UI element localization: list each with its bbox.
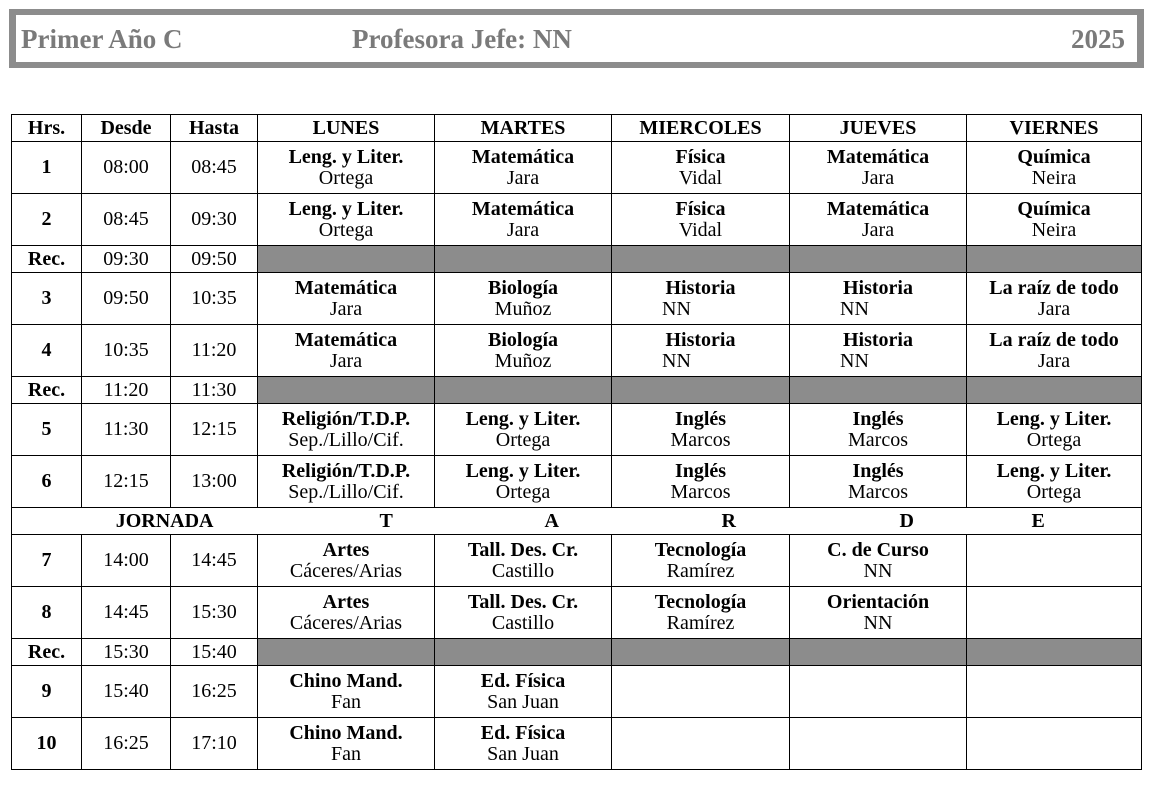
- class-row: [12, 456, 1142, 508]
- subject-name: Leng. y Liter.: [996, 407, 1112, 430]
- class-row: [12, 194, 1142, 246]
- class-cell: [967, 194, 1142, 246]
- class-cell: [790, 456, 967, 508]
- period-number: 8: [12, 587, 82, 639]
- class-cell: [790, 666, 967, 718]
- time-from: 11:30: [82, 404, 171, 456]
- col-viernes: VIERNES: [967, 115, 1142, 142]
- subject-name: Física: [675, 197, 726, 220]
- recess-row: [12, 246, 1142, 273]
- subject-name: Historia: [665, 328, 736, 351]
- period-number: 6: [12, 456, 82, 508]
- subject-name: Matemática: [294, 276, 398, 299]
- class-cell: [612, 273, 790, 325]
- class-cell: [790, 142, 967, 194]
- teacher-name: San Juan: [487, 690, 559, 713]
- time-to: 08:45: [171, 142, 258, 194]
- recess-cell: [435, 377, 612, 404]
- teacher-name: Castillo: [491, 559, 555, 582]
- subject-name: Orientación: [826, 590, 930, 613]
- subject-name: Artes: [322, 590, 370, 613]
- teacher-name: San Juan: [487, 742, 559, 765]
- subject-name: Ed. Física: [480, 669, 566, 692]
- period-number: 3: [12, 273, 82, 325]
- teacher-name: Marcos: [848, 428, 908, 451]
- class-cell: [435, 404, 612, 456]
- class-cell: [258, 666, 435, 718]
- class-cell: [612, 142, 790, 194]
- col-martes: MARTES: [435, 115, 612, 142]
- time-to: 09:50: [171, 246, 258, 273]
- teacher-name: Jara: [506, 166, 540, 189]
- subject-name: Tall. Des. Cr.: [467, 590, 579, 613]
- recess-cell: [790, 377, 967, 404]
- recess-cell: [612, 246, 790, 273]
- teacher-name: NN: [840, 297, 869, 320]
- class-cell: [967, 325, 1142, 377]
- time-to: 10:35: [171, 273, 258, 325]
- period-number: 2: [12, 194, 82, 246]
- teacher-name: NN: [863, 559, 893, 582]
- recess-cell: [790, 639, 967, 666]
- subject-name: Ed. Física: [480, 721, 566, 744]
- class-cell: [612, 535, 790, 587]
- subject-name: Tall. Des. Cr.: [467, 538, 579, 561]
- subject-name: Matemática: [471, 145, 575, 168]
- teacher-name: Jara: [329, 297, 363, 320]
- teacher-name: Jara: [1037, 297, 1071, 320]
- teacher-name: Sep./Lillo/Cif.: [288, 428, 404, 451]
- time-to: 11:30: [171, 377, 258, 404]
- time-from: 11:20: [82, 377, 171, 404]
- subject-name: Inglés: [852, 459, 904, 482]
- class-cell: [790, 587, 967, 639]
- col-hasta: Hasta: [171, 115, 258, 142]
- jornada-label: JORNADA: [12, 508, 258, 535]
- subject-name: Biología: [487, 328, 558, 351]
- time-from: 09:50: [82, 273, 171, 325]
- subject-name: Religión/T.D.P.: [281, 407, 411, 430]
- teacher-name: Castillo: [491, 611, 555, 634]
- class-cell: [967, 404, 1142, 456]
- class-cell: [612, 194, 790, 246]
- class-cell: [967, 718, 1142, 770]
- class-row: [12, 718, 1142, 770]
- time-from: 15:30: [82, 639, 171, 666]
- teacher-name: Vidal: [678, 218, 723, 241]
- time-to: 15:40: [171, 639, 258, 666]
- teacher-name: Jara: [329, 349, 363, 372]
- class-cell: [967, 535, 1142, 587]
- period-number: 9: [12, 666, 82, 718]
- class-row: [12, 587, 1142, 639]
- class-cell: [258, 404, 435, 456]
- head-teacher: Profesora Jefe: NN: [352, 24, 572, 54]
- class-cell: [435, 718, 612, 770]
- time-from: 16:25: [82, 718, 171, 770]
- period-number: 4: [12, 325, 82, 377]
- teacher-name: Jara: [861, 218, 895, 241]
- period-number: Rec.: [12, 246, 82, 273]
- teacher-name: Marcos: [670, 428, 731, 451]
- teacher-name: Ortega: [1026, 480, 1082, 503]
- subject-name: La raíz de todo: [989, 328, 1119, 351]
- col-jueves: JUEVES: [790, 115, 967, 142]
- jornada-letter: A: [435, 508, 612, 535]
- subject-name: Biología: [487, 276, 558, 299]
- teacher-name: Ortega: [318, 166, 374, 189]
- header-row: [12, 115, 1142, 142]
- time-from: 10:35: [82, 325, 171, 377]
- class-cell: [435, 535, 612, 587]
- class-cell: [435, 456, 612, 508]
- period-number: 5: [12, 404, 82, 456]
- time-to: 15:30: [171, 587, 258, 639]
- class-row: [12, 273, 1142, 325]
- class-cell: [258, 718, 435, 770]
- class-row: [12, 666, 1142, 718]
- col-hrs: Hrs.: [12, 115, 82, 142]
- class-cell: [790, 194, 967, 246]
- class-row: [12, 404, 1142, 456]
- time-to: 11:20: [171, 325, 258, 377]
- schedule-header: [9, 9, 1144, 68]
- class-cell: [258, 535, 435, 587]
- teacher-name: Muñoz: [494, 297, 552, 320]
- teacher-name: Cáceres/Arias: [289, 611, 403, 634]
- subject-name: Química: [1017, 197, 1091, 220]
- teacher-name: NN: [863, 611, 893, 634]
- subject-name: Religión/T.D.P.: [281, 459, 411, 482]
- class-cell: [435, 325, 612, 377]
- class-cell: [435, 142, 612, 194]
- class-cell: [790, 535, 967, 587]
- subject-name: Historia: [665, 276, 736, 299]
- class-cell: [967, 273, 1142, 325]
- time-to: 14:45: [171, 535, 258, 587]
- subject-name: Matemática: [826, 197, 930, 220]
- teacher-name: Neira: [1031, 218, 1077, 241]
- time-to: 16:25: [171, 666, 258, 718]
- subject-name: Leng. y Liter.: [996, 459, 1112, 482]
- school-year: 2025: [1071, 24, 1125, 54]
- period-number: 7: [12, 535, 82, 587]
- time-from: 12:15: [82, 456, 171, 508]
- subject-name: Leng. y Liter.: [288, 197, 404, 220]
- time-to: 17:10: [171, 718, 258, 770]
- subject-name: Artes: [322, 538, 370, 561]
- class-row: [12, 325, 1142, 377]
- class-row: [12, 142, 1142, 194]
- class-cell: [790, 718, 967, 770]
- teacher-name: Ramírez: [666, 559, 735, 582]
- time-from: 08:00: [82, 142, 171, 194]
- subject-name: Inglés: [674, 407, 727, 430]
- recess-cell: [258, 246, 435, 273]
- subject-name: Matemática: [826, 145, 930, 168]
- teacher-name: Neira: [1031, 166, 1077, 189]
- teacher-name: Jara: [506, 218, 540, 241]
- period-number: 10: [12, 718, 82, 770]
- time-to: 09:30: [171, 194, 258, 246]
- class-cell: [612, 666, 790, 718]
- subject-name: La raíz de todo: [989, 276, 1119, 299]
- recess-cell: [612, 377, 790, 404]
- class-cell: [790, 404, 967, 456]
- teacher-name: Ramírez: [666, 611, 735, 634]
- class-cell: [967, 142, 1142, 194]
- subject-name: Historia: [843, 276, 913, 299]
- col-miercoles: MIERCOLES: [612, 115, 790, 142]
- subject-name: Tecnología: [654, 590, 747, 613]
- recess-row: [12, 377, 1142, 404]
- subject-name: Tecnología: [654, 538, 747, 561]
- teacher-name: Fan: [331, 742, 361, 765]
- class-cell: [258, 273, 435, 325]
- class-cell: [612, 587, 790, 639]
- subject-name: Leng. y Liter.: [288, 145, 404, 168]
- subject-name: Leng. y Liter.: [465, 407, 581, 430]
- subject-name: Chino Mand.: [289, 669, 403, 692]
- class-cell: [612, 718, 790, 770]
- class-cell: [435, 273, 612, 325]
- teacher-name: NN: [662, 297, 691, 320]
- col-lunes: LUNES: [258, 115, 435, 142]
- subject-name: Historia: [843, 328, 913, 351]
- class-cell: [967, 666, 1142, 718]
- subject-name: Matemática: [471, 197, 575, 220]
- time-from: 09:30: [82, 246, 171, 273]
- teacher-name: Jara: [861, 166, 895, 189]
- recess-cell: [967, 246, 1142, 273]
- recess-cell: [790, 246, 967, 273]
- subject-name: Leng. y Liter.: [465, 459, 581, 482]
- class-cell: [790, 273, 967, 325]
- teacher-name: Marcos: [848, 480, 908, 503]
- teacher-name: Sep./Lillo/Cif.: [288, 480, 404, 503]
- jornada-letter: E: [967, 508, 1142, 535]
- recess-cell: [612, 639, 790, 666]
- time-to: 12:15: [171, 404, 258, 456]
- time-from: 14:00: [82, 535, 171, 587]
- teacher-name: NN: [840, 349, 869, 372]
- recess-cell: [435, 639, 612, 666]
- col-desde: Desde: [82, 115, 171, 142]
- teacher-name: Ortega: [495, 428, 551, 451]
- jornada-letter: R: [612, 508, 790, 535]
- jornada-letter: T: [258, 508, 435, 535]
- class-cell: [258, 142, 435, 194]
- teacher-name: Ortega: [1026, 428, 1082, 451]
- subject-name: Chino Mand.: [289, 721, 403, 744]
- time-from: 15:40: [82, 666, 171, 718]
- subject-name: Inglés: [852, 407, 904, 430]
- class-cell: [967, 456, 1142, 508]
- recess-cell: [435, 246, 612, 273]
- period-number: 1: [12, 142, 82, 194]
- class-cell: [258, 456, 435, 508]
- class-cell: [258, 325, 435, 377]
- recess-cell: [967, 377, 1142, 404]
- subject-name: Inglés: [674, 459, 727, 482]
- teacher-name: Fan: [331, 690, 361, 713]
- recess-cell: [258, 639, 435, 666]
- period-number: Rec.: [12, 639, 82, 666]
- class-cell: [967, 587, 1142, 639]
- class-cell: [258, 587, 435, 639]
- class-cell: [435, 194, 612, 246]
- class-cell: [258, 194, 435, 246]
- schedule-table: [11, 114, 1142, 770]
- class-cell: [435, 666, 612, 718]
- course-title: Primer Año C: [21, 24, 183, 54]
- recess-cell: [258, 377, 435, 404]
- class-row: [12, 535, 1142, 587]
- teacher-name: Ortega: [495, 480, 551, 503]
- teacher-name: Vidal: [678, 166, 723, 189]
- subject-name: Física: [675, 145, 726, 168]
- time-from: 14:45: [82, 587, 171, 639]
- teacher-name: Jara: [1037, 349, 1071, 372]
- subject-name: Química: [1017, 145, 1091, 168]
- class-cell: [612, 325, 790, 377]
- schedule-header-box: [16, 15, 1137, 62]
- jornada-tarde-row: [12, 508, 1142, 535]
- teacher-name: Ortega: [318, 218, 374, 241]
- teacher-name: Marcos: [670, 480, 731, 503]
- class-cell: [612, 456, 790, 508]
- subject-name: C. de Curso: [827, 538, 929, 561]
- subject-name: Matemática: [294, 328, 398, 351]
- teacher-name: NN: [662, 349, 691, 372]
- period-number: Rec.: [12, 377, 82, 404]
- time-from: 08:45: [82, 194, 171, 246]
- time-to: 13:00: [171, 456, 258, 508]
- recess-cell: [967, 639, 1142, 666]
- teacher-name: Cáceres/Arias: [289, 559, 403, 582]
- recess-row: [12, 639, 1142, 666]
- class-cell: [790, 325, 967, 377]
- teacher-name: Muñoz: [494, 349, 552, 372]
- jornada-letter: D: [790, 508, 967, 535]
- class-cell: [435, 587, 612, 639]
- class-cell: [612, 404, 790, 456]
